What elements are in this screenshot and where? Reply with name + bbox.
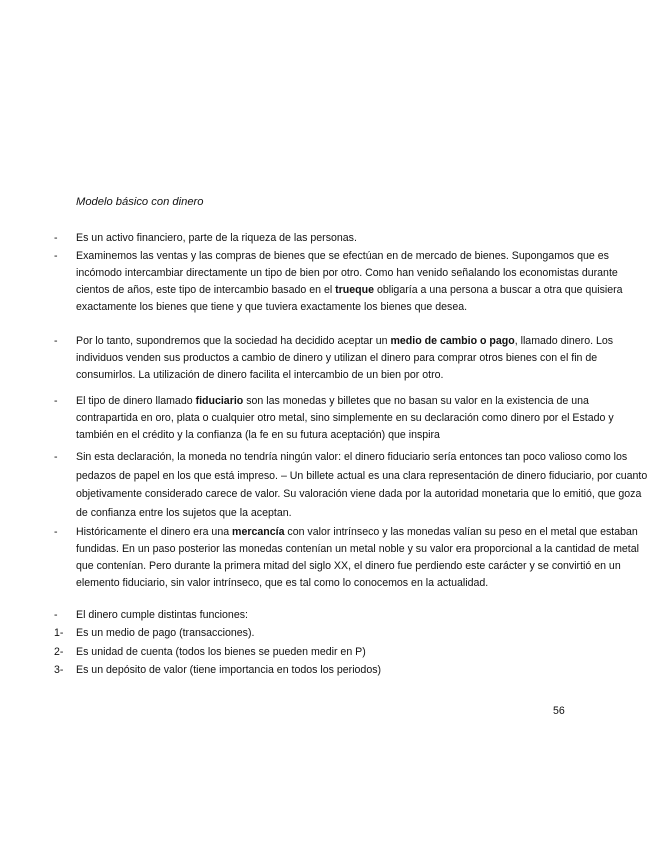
list-item: [54, 524, 651, 592]
list-item-text: Por lo tanto, supondremos que la sociedad ha decidido aceptar un medio de cambio o pago, llamado dinero. Los individuos venden sus productos a cambio de dinero y utilizan el dinero para comprar otros bienes con el fin de consumirlos. La utilización de dinero facilita el intercambio de un bien por otro.: [76, 335, 614, 381]
list-item: [54, 625, 651, 642]
list-marker: -: [54, 335, 58, 347]
list-item: [54, 333, 651, 384]
bold-term: trueque: [335, 284, 374, 296]
list-marker: -: [54, 609, 58, 621]
bold-term: medio de cambio o pago: [390, 335, 515, 347]
list-marker: -: [54, 232, 58, 244]
list-item-text: Sin esta declaración, la moneda no tendría ningún valor: el dinero fiduciario sería entonces tan poco valioso como los pedazos de papel en los que está impreso. – Un billete actual es una clara representación de dinero fiduciario, por cuanto objetivamente considerado carece de valor. Su valoración viene dada por la autoridad monetaria que lo emitió, que goza de confianza entre los sujetos que la aceptan.: [76, 451, 648, 519]
list-marker: -: [54, 526, 58, 538]
list-item: [54, 230, 651, 247]
list-item-text: El tipo de dinero llamado fiduciario son las monedas y billetes que no basan su valor en la existencia de una contrapartida en oro, plata o cualquier otro metal, sino simplemente en su declaración como dinero por el Estado y también en el crédito y la confianza (la fe en su futura aceptación) que inspira: [76, 395, 614, 441]
list-item-text: Examinemos las ventas y las compras de bienes que se efectúan en de mercado de bienes. Supongamos que es incómodo intercambiar directamente un tipo de bien por otro. Como han venido señalando los economistas durante cientos de años, este tipo de intercambio basado en el trueque obligaría a una persona a buscar a otra que quisiera exactamente los bienes que tiene y que tuviera exactamente los bienes que desea.: [76, 250, 623, 313]
list-marker: 2-: [54, 646, 64, 658]
list-item: [54, 662, 651, 679]
list-marker: -: [54, 451, 58, 463]
list-item-text: Es un activo financiero, parte de la riqueza de las personas.: [76, 232, 357, 244]
list-marker: -: [54, 395, 58, 407]
list-marker: 1-: [54, 627, 64, 639]
page-number: 56: [553, 705, 565, 717]
list-marker: 3-: [54, 664, 64, 676]
list-marker: -: [54, 250, 58, 262]
list-item: [54, 393, 651, 444]
list-item: [54, 607, 651, 624]
list-item-text: Históricamente el dinero era una mercancía con valor intrínseco y las monedas valían su peso en el metal que estaban fundidas. En un paso posterior las monedas contenían un metal noble y su valor era proporcional a la cantidad de metal que contenían. Pero durante la primera mitad del siglo XX, el dinero fue perdiendo este carácter y se convirtió en un elemento fiduciario, sin valor intrínseco, que es tal como lo conocemos en la actualidad.: [76, 526, 639, 589]
list-item-text: Es un medio de pago (transacciones).: [76, 627, 255, 639]
section-title: Modelo básico con dinero: [76, 196, 204, 208]
list-item-text: Es un depósito de valor (tiene importancia en todos los periodos): [76, 664, 382, 676]
list-item: [54, 644, 651, 661]
list-item: [54, 448, 651, 522]
bold-term: mercancía: [232, 526, 285, 538]
bold-term: fiduciario: [195, 395, 244, 407]
list-item-text: Es unidad de cuenta (todos los bienes se pueden medir en P): [76, 646, 366, 658]
list-item: [54, 248, 651, 316]
list-item-text: El dinero cumple distintas funciones:: [76, 609, 248, 621]
